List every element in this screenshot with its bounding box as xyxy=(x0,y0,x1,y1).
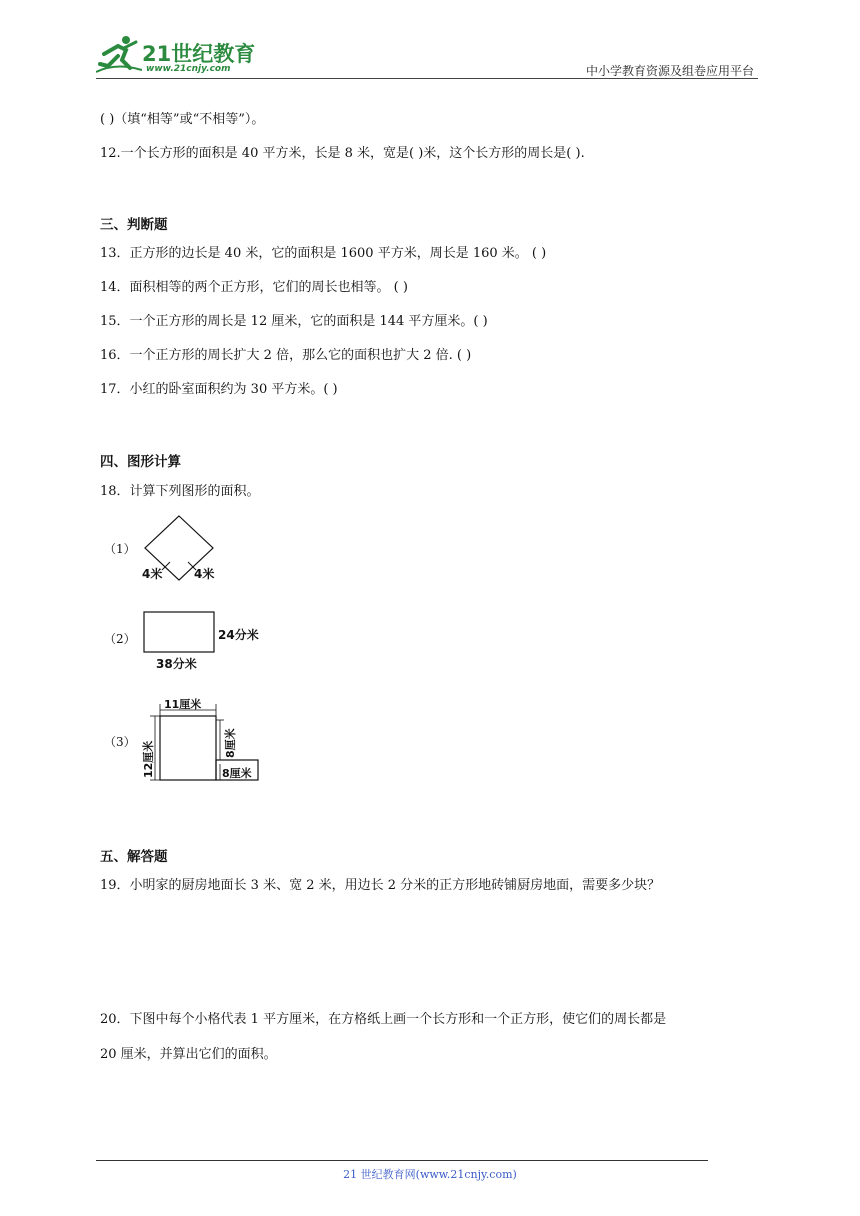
question-20-line-2: 20 厘米，并算出它们的面积。 xyxy=(100,1047,277,1062)
section-5-title: 五、解答题 xyxy=(100,849,168,865)
question-14: 14．面积相等的两个正方形，它们的周长也相等。 ( ) xyxy=(100,280,408,295)
footer-text: 21 世纪教育网(www.21cnjy.com) xyxy=(343,1168,517,1181)
footer-divider xyxy=(96,1160,708,1161)
runner-logo-icon xyxy=(96,32,142,76)
figure-1-side-b: 4米 xyxy=(194,567,215,581)
question-11-tail: ( )（填“相等”或“不相等”）。 xyxy=(100,112,265,127)
figure-3-left: 12厘米 xyxy=(142,740,155,778)
figure-3-composite-diagram xyxy=(138,694,264,786)
question-12: 12.一个长方形的面积是 40 平方米，长是 8 米，宽是( )米，这个长方形的周长是( ). xyxy=(100,146,585,161)
figure-3-right: 8厘米 xyxy=(224,728,237,758)
question-18: 18．计算下列图形的面积。 xyxy=(100,484,260,499)
question-15: 15．一个正方形的周长是 12 厘米，它的面积是 144 平方厘米。( ) xyxy=(100,314,488,329)
logo-url: www.21cnjy.com xyxy=(146,64,231,74)
figure-2-rectangle-diagram xyxy=(140,608,280,674)
section-4-title: 四、图形计算 xyxy=(100,454,181,470)
figure-1-side-a: 4米 xyxy=(142,567,163,581)
figure-2-label: （2） xyxy=(104,632,136,646)
figure-1-square-diagram xyxy=(140,510,230,586)
figure-2-height: 24分米 xyxy=(218,628,259,642)
logo-title: 21世纪教育 xyxy=(142,42,256,66)
question-20-line-1: 20．下图中每个小格代表 1 平方厘米，在方格纸上画一个长方形和一个正方形，使它们的周长都是 xyxy=(100,1012,667,1027)
figure-3-label: （3） xyxy=(104,735,136,749)
rectangle xyxy=(144,612,214,652)
question-17: 17．小红的卧室面积约为 30 平方米。( ) xyxy=(100,382,338,397)
question-19: 19．小明家的厨房地面长 3 米、宽 2 米，用边长 2 分米的正方形地砖铺厨房地面，需要多少块？ xyxy=(100,878,661,893)
platform-title: 中小学教育资源及组卷应用平台 xyxy=(585,64,754,78)
header-divider xyxy=(96,78,758,79)
square-part xyxy=(160,716,216,780)
figure-3-top: 11厘米 xyxy=(164,698,202,711)
logo xyxy=(96,32,266,78)
figure-2-width: 38分米 xyxy=(156,657,197,671)
figure-1-label: （1） xyxy=(104,542,136,556)
figure-3-bottom: 8厘米 xyxy=(222,767,252,780)
question-13: 13．正方形的边长是 40 米，它的面积是 1600 平方米，周长是 160 米。 ( ) xyxy=(100,246,547,261)
section-3-title: 三、判断题 xyxy=(100,217,168,233)
question-16: 16．一个正方形的周长扩大 2 倍，那么它的面积也扩大 2 倍. ( ) xyxy=(100,348,472,363)
